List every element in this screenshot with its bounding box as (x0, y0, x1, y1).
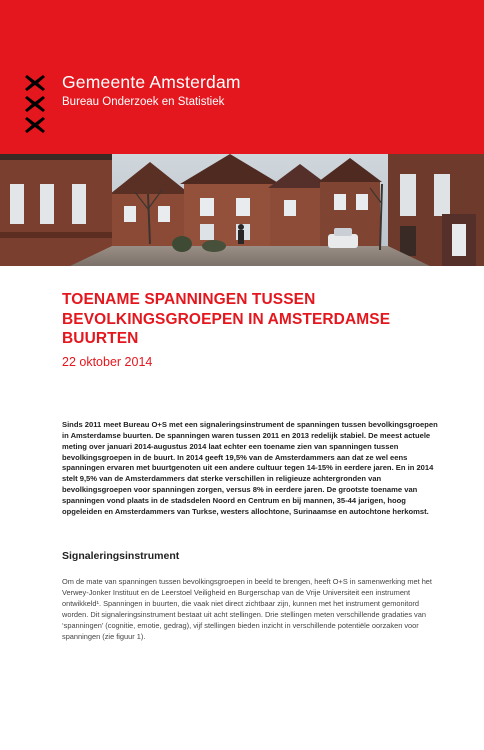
andreas-cross-icon (24, 116, 46, 134)
report-date: 22 oktober 2014 (62, 354, 153, 369)
org-name: Gemeente Amsterdam (62, 72, 241, 92)
org-identity (62, 72, 241, 109)
org-subtitle: Bureau Onderzoek en Statistiek (62, 96, 225, 108)
body-paragraph: Om de mate van spanningen tussen bevolkingsgroepen in beeld te brengen, heeft O+S in samenwerking met het Verwey-Jonker Instituut en de Leerstoel Veiligheid en Burgerschap van de Vrije Universiteit een instrument ontwikkeld¹. Spanningen in buurten, die vaak niet direct zichtbaar zijn, kunnen met het instrument gemonitord worden. Dit signaleringsinstrument bestaat uit acht stellingen. Drie stellingen meten verschillende gradaties van ‘spanningen’ (cognitie, emotie, gedrag), vijf stellingen bieden inzicht in verschillende potentiële oorzaken voor spanningen (zie figuur 1). (62, 577, 432, 641)
section-heading: Signaleringsinstrument (62, 550, 180, 562)
andreas-cross-icon (24, 95, 46, 113)
cover-photo (0, 154, 484, 266)
header-banner (0, 0, 484, 154)
andreas-cross-icon (24, 74, 46, 92)
report-title-block (62, 290, 442, 370)
report-title: TOENAME SPANNINGEN TUSSEN BEVOLKINGSGROEPEN IN AMSTERDAMSE BUURTEN (62, 291, 391, 347)
amsterdam-logo (24, 74, 46, 137)
intro-paragraph: Sinds 2011 meet Bureau O+S met een signaleringsinstrument de spanningen tussen bevolkingsgroepen in Amsterdamse buurten. De spanningen waren tussen 2011 en 2013 redelijk stabiel. De meest actuele meting over januari 2014-augustus 2014 laat echter een toename zien van spanningen tussen bevolkingsgroepen in de buurt. In 2014 geeft 19,5% van de Amsterdammers aan dat ze wel eens spanningen ervaren met buurtgenoten uit een andere cultuur tegen 14-15% in eerdere jaren. En in 2014 stelt 9,5% van de Amsterdammers dat sterke verschillen in religieuze achtergronden van bevolkingsgroepen voor spanningen zorgen, versus 8% in eerdere jaren. De grootste toename van spanningen vond plaats in de stadsdelen Noord en Centrum en bij mannen, 35-44 jarigen, hoog opgeleiden en Amsterdammers van Turkse, westers allochtone, Surinaamse en autochtone herkomst. (62, 420, 438, 516)
